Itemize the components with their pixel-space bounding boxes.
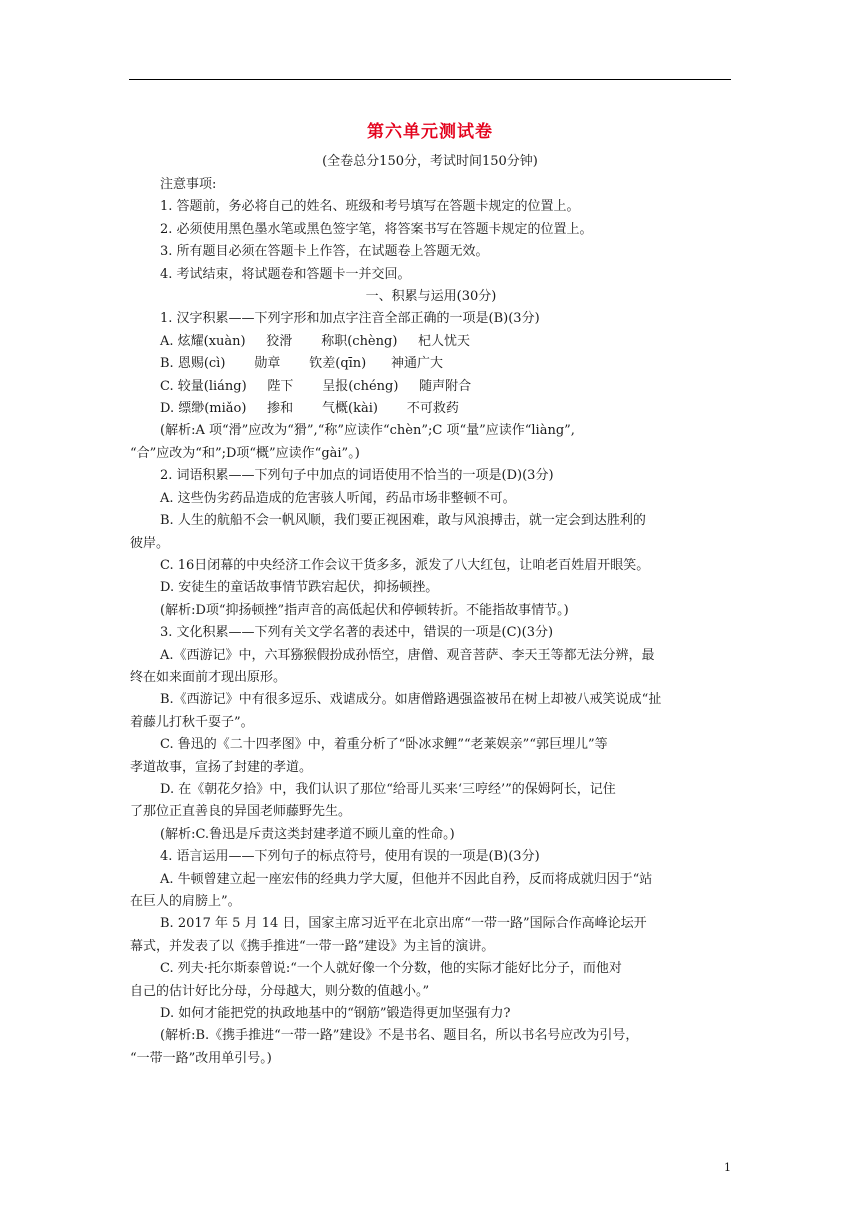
note-item: 4. 考试结束，将试题卷和答题卡一并交回。 [160,266,411,282]
question-4-option-d: D. 如何才能把党的执政地基中的“钢筋”锻造得更加坚强有力? [160,1006,511,1022]
question-3-option-b: B.《西游记》中有很多逗乐、戏谑成分。如唐僧路遇强盗被吊在树上却被八戒笑说成“扯 [160,692,662,708]
question-4-option-b-cont: 幕式，并发表了以《携手推进“一带一路”建设》为主旨的演讲。 [130,938,495,954]
question-4-option-a-cont: 在巨人的肩膀上”。 [130,894,241,909]
question-4-analysis-cont: “一带一路”改用单引号。) [130,1050,272,1066]
note-item: 3. 所有题目必须在答题卡上作答，在试题卷上答题无效。 [160,244,489,260]
question-2-analysis: (解析:D项“抑扬顿挫”指声音的高低起伏和停顿转折。不能指故事情节。) [160,602,569,618]
question-3-option-d: D. 在《朝花夕拾》中，我们认识了那位“给哥儿买来‘三哼经’”的保姆阿长，记住 [160,781,616,797]
question-3-option-b-cont: 着藤儿打秋千耍子”。 [130,714,254,730]
header-rule [129,79,731,80]
question-4-stem: 4. 语言运用——下列句子的标点符号，使用有误的一项是(B)(3分) [160,849,540,865]
question-4-option-a: A. 牛顿曾建立起一座宏伟的经典力学大厦，但他并不因此自矜，反而将成就归因于“站 [160,871,653,887]
question-2-option-d: D. 安徒生的童话故事情节跌宕起伏，抑扬顿挫。 [160,580,439,596]
question-3-option-a-cont: 终在如来面前才现出原形。 [130,669,287,685]
question-2-option-b-cont: 彼岸。 [130,535,170,551]
question-4-option-c: C. 列夫·托尔斯泰曾说:“一个人就好像一个分数，他的实际才能好比分子，而他对 [160,961,622,977]
section-heading: 一、积累与运用(30分) [365,289,497,305]
question-2-option-b: B. 人生的航船不会一帆风顺，我们要正视困难，敢与风浪搏击，就一定会到达胜利的 [160,513,646,529]
document-body [130,174,732,1070]
question-1-option-d: D. 缥缈(miǎo) 掺和 气概(kài) 不可救药 [160,401,459,417]
question-3-analysis: (解析:C.鲁迅是斥责这类封建孝道不顾儿童的性命。) [160,826,455,842]
notes-heading: 注意事项: [160,177,217,192]
question-1-analysis: (解析:A 项“滑”应改为“猾”,“称”应读作“chèn”;C 项“量”应读作“liàng”, [160,423,575,439]
note-item: 1. 答题前，务必将自己的姓名、班级和考号填写在答题卡规定的位置上。 [160,199,580,215]
question-3-option-a: A.《西游记》中，六耳猕猴假扮成孙悟空，唐僧、观音菩萨、李天王等都无法分辨，最 [160,647,655,663]
question-1-analysis-cont: “合”应改为“和”;D项“概”应读作“gài”。) [130,445,360,461]
question-3-option-c-cont: 孝道故事，宣扬了封建的孝道。 [130,759,313,775]
question-3-option-d-cont: 了那位正直善良的异国老师藤野先生。 [130,804,352,820]
page-number: 1 [724,1161,731,1174]
question-1-option-b: B. 恩赐(cì) 勋章 钦差(qīn) 神通广大 [160,356,444,372]
question-1-stem: 1. 汉字积累——下列字形和加点字注音全部正确的一项是(B)(3分) [160,311,540,327]
question-4-analysis: (解析:B.《携手推进“一带一路”建设》不是书名、题目名，所以书名号应改为引号， [160,1028,639,1044]
question-3-option-c: C. 鲁迅的《二十四孝图》中，着重分析了“卧冰求鲤”“老莱娱亲”“郭巨埋儿”等 [160,737,608,753]
page-subtitle: (全卷总分150分，考试时间150分钟) [322,154,538,169]
page-title: 第六单元测试卷 [367,122,493,142]
question-3-stem: 3. 文化积累——下列有关文学名著的表述中，错误的一项是(C)(3分) [160,625,554,641]
note-item: 2. 必须使用黑色墨水笔或黑色签字笔，将答案书写在答题卡规定的位置上。 [160,221,593,237]
question-4-option-c-cont: 自己的估计好比分母，分母越大，则分数的值越小。” [130,983,430,999]
question-2-option-a: A. 这些伪劣药品造成的危害骇人听闻，药品市场非整顿不可。 [160,490,516,506]
question-1-option-a: A. 炫耀(xuàn) 狡滑 称职(chèng) 杞人忧天 [160,333,471,349]
question-2-stem: 2. 词语积累——下列句子中加点的词语使用不恰当的一项是(D)(3分) [160,468,554,484]
question-2-option-c: C. 16日闭幕的中央经济工作会议干货多多，派发了八大红包，让咱老百姓眉开眼笑。 [160,557,650,573]
question-1-option-c: C. 较量(liáng) 陛下 呈报(chéng) 随声附合 [160,378,472,394]
question-4-option-b: B. 2017 年 5 月 14 日，国家主席习近平在北京出席“一带一路”国际合作高峰论坛开 [160,916,647,932]
